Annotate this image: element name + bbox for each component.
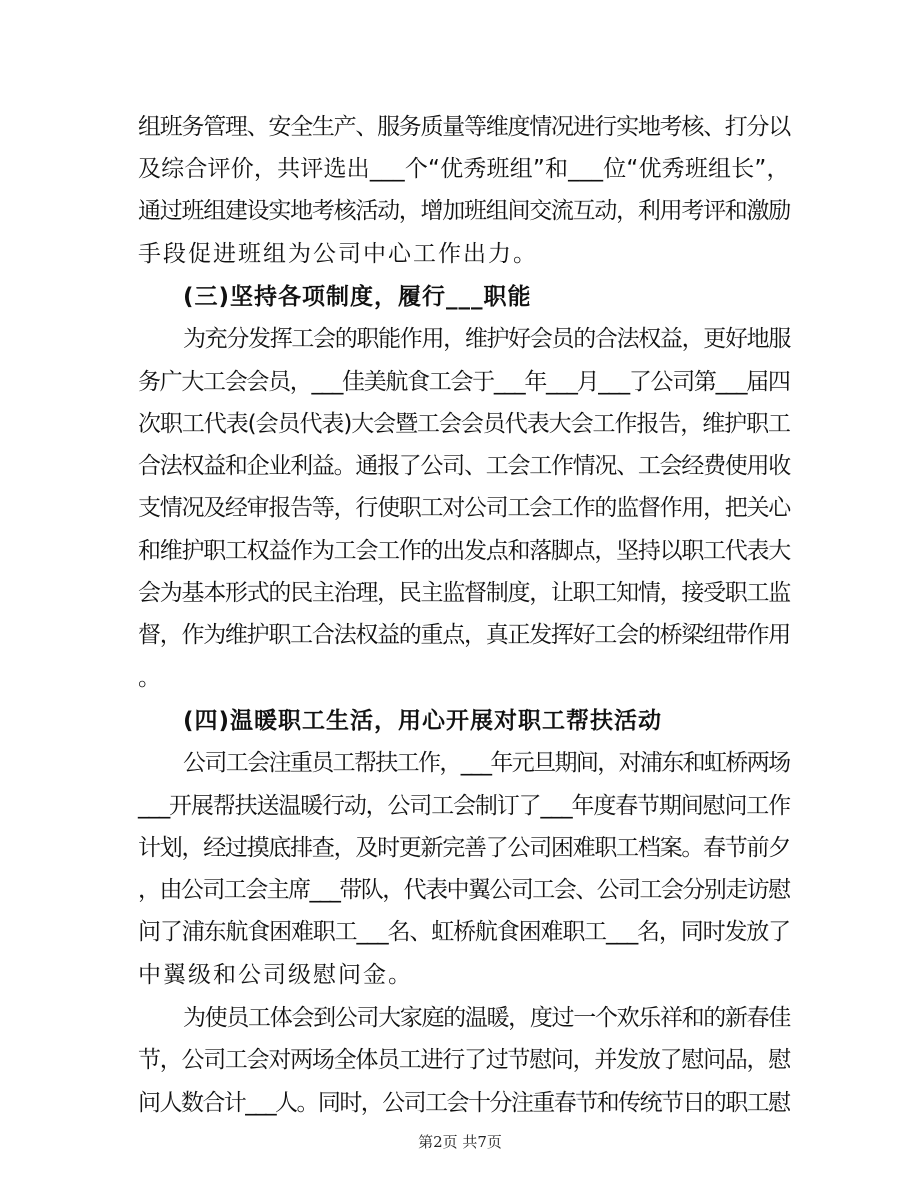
body-line: ，由公司工会主席___带队，代表中翼公司工会、公司工会分别走访慰	[138, 877, 790, 903]
body-line: 为使员工体会到公司大家庭的温暖，度过一个欢乐祥和的新春佳	[183, 1005, 791, 1031]
body-line: 为充分发挥工会的职能作用，维护好会员的合法权益，更好地服	[183, 326, 791, 352]
body-line: 。	[138, 665, 163, 691]
body-line: 公司工会注重员工帮扶工作，___年元旦期间，对浦东和虹桥两场	[183, 750, 790, 776]
body-line: 计划，经过摸底排查，及时更新完善了公司困难职工档案。春节前夕	[138, 835, 791, 861]
body-line: 问人数合计___人。同时，公司工会十分注重春节和传统节日的职工慰	[138, 1090, 790, 1116]
section-heading: (四)温暖职工生活，用心开展对职工帮扶活动	[183, 708, 663, 734]
body-line: 手段促进班组为公司中心工作出力。	[138, 241, 538, 267]
body-line: 通过班组建设实地考核活动，增加班组间交流互动，利用考评和激励	[138, 198, 791, 224]
body-line: 节，公司工会对两场全体员工进行了过节慰问，并发放了慰问品，慰	[138, 1047, 791, 1073]
body-line: 及综合评价，共评选出___个“优秀班组”和___位“优秀班组长”，	[138, 156, 790, 182]
body-line: 组班务管理、安全生产、服务质量等维度情况进行实地考核、打分以	[138, 114, 791, 140]
body-line: 中翼级和公司级慰问金。	[138, 962, 413, 988]
page-number-footer: 第2页 共7页	[418, 1133, 502, 1151]
body-line: 支情况及经审报告等，行使职工对公司工会工作的监督作用，把关心	[138, 495, 791, 521]
section-heading: (三)坚持各项制度，履行___职能	[183, 284, 532, 310]
body-line: ___开展帮扶送温暖行动，公司工会制订了___年度春节期间慰问工作	[138, 793, 791, 819]
body-line: 合法权益和企业利益。通报了公司、工会工作情况、工会经费使用收	[138, 453, 791, 479]
body-line: 督，作为维护职工合法权益的重点，真正发挥好工会的桥梁纽带作用	[138, 622, 791, 648]
body-line: 次职工代表(会员代表)大会暨工会会员代表大会工作报告，维护职工	[138, 411, 790, 437]
body-line: 问了浦东航食困难职工___名、虹桥航食困难职工___名，同时发放了	[138, 919, 791, 945]
body-line: 会为基本形式的民主治理，民主监督制度，让职工知情，接受职工监	[138, 580, 791, 606]
body-line: 和维护职工权益作为工会工作的出发点和落脚点，坚持以职工代表大	[138, 538, 791, 564]
body-line: 务广大工会会员，___佳美航食工会于___年___月___了公司第___届四	[138, 369, 790, 395]
